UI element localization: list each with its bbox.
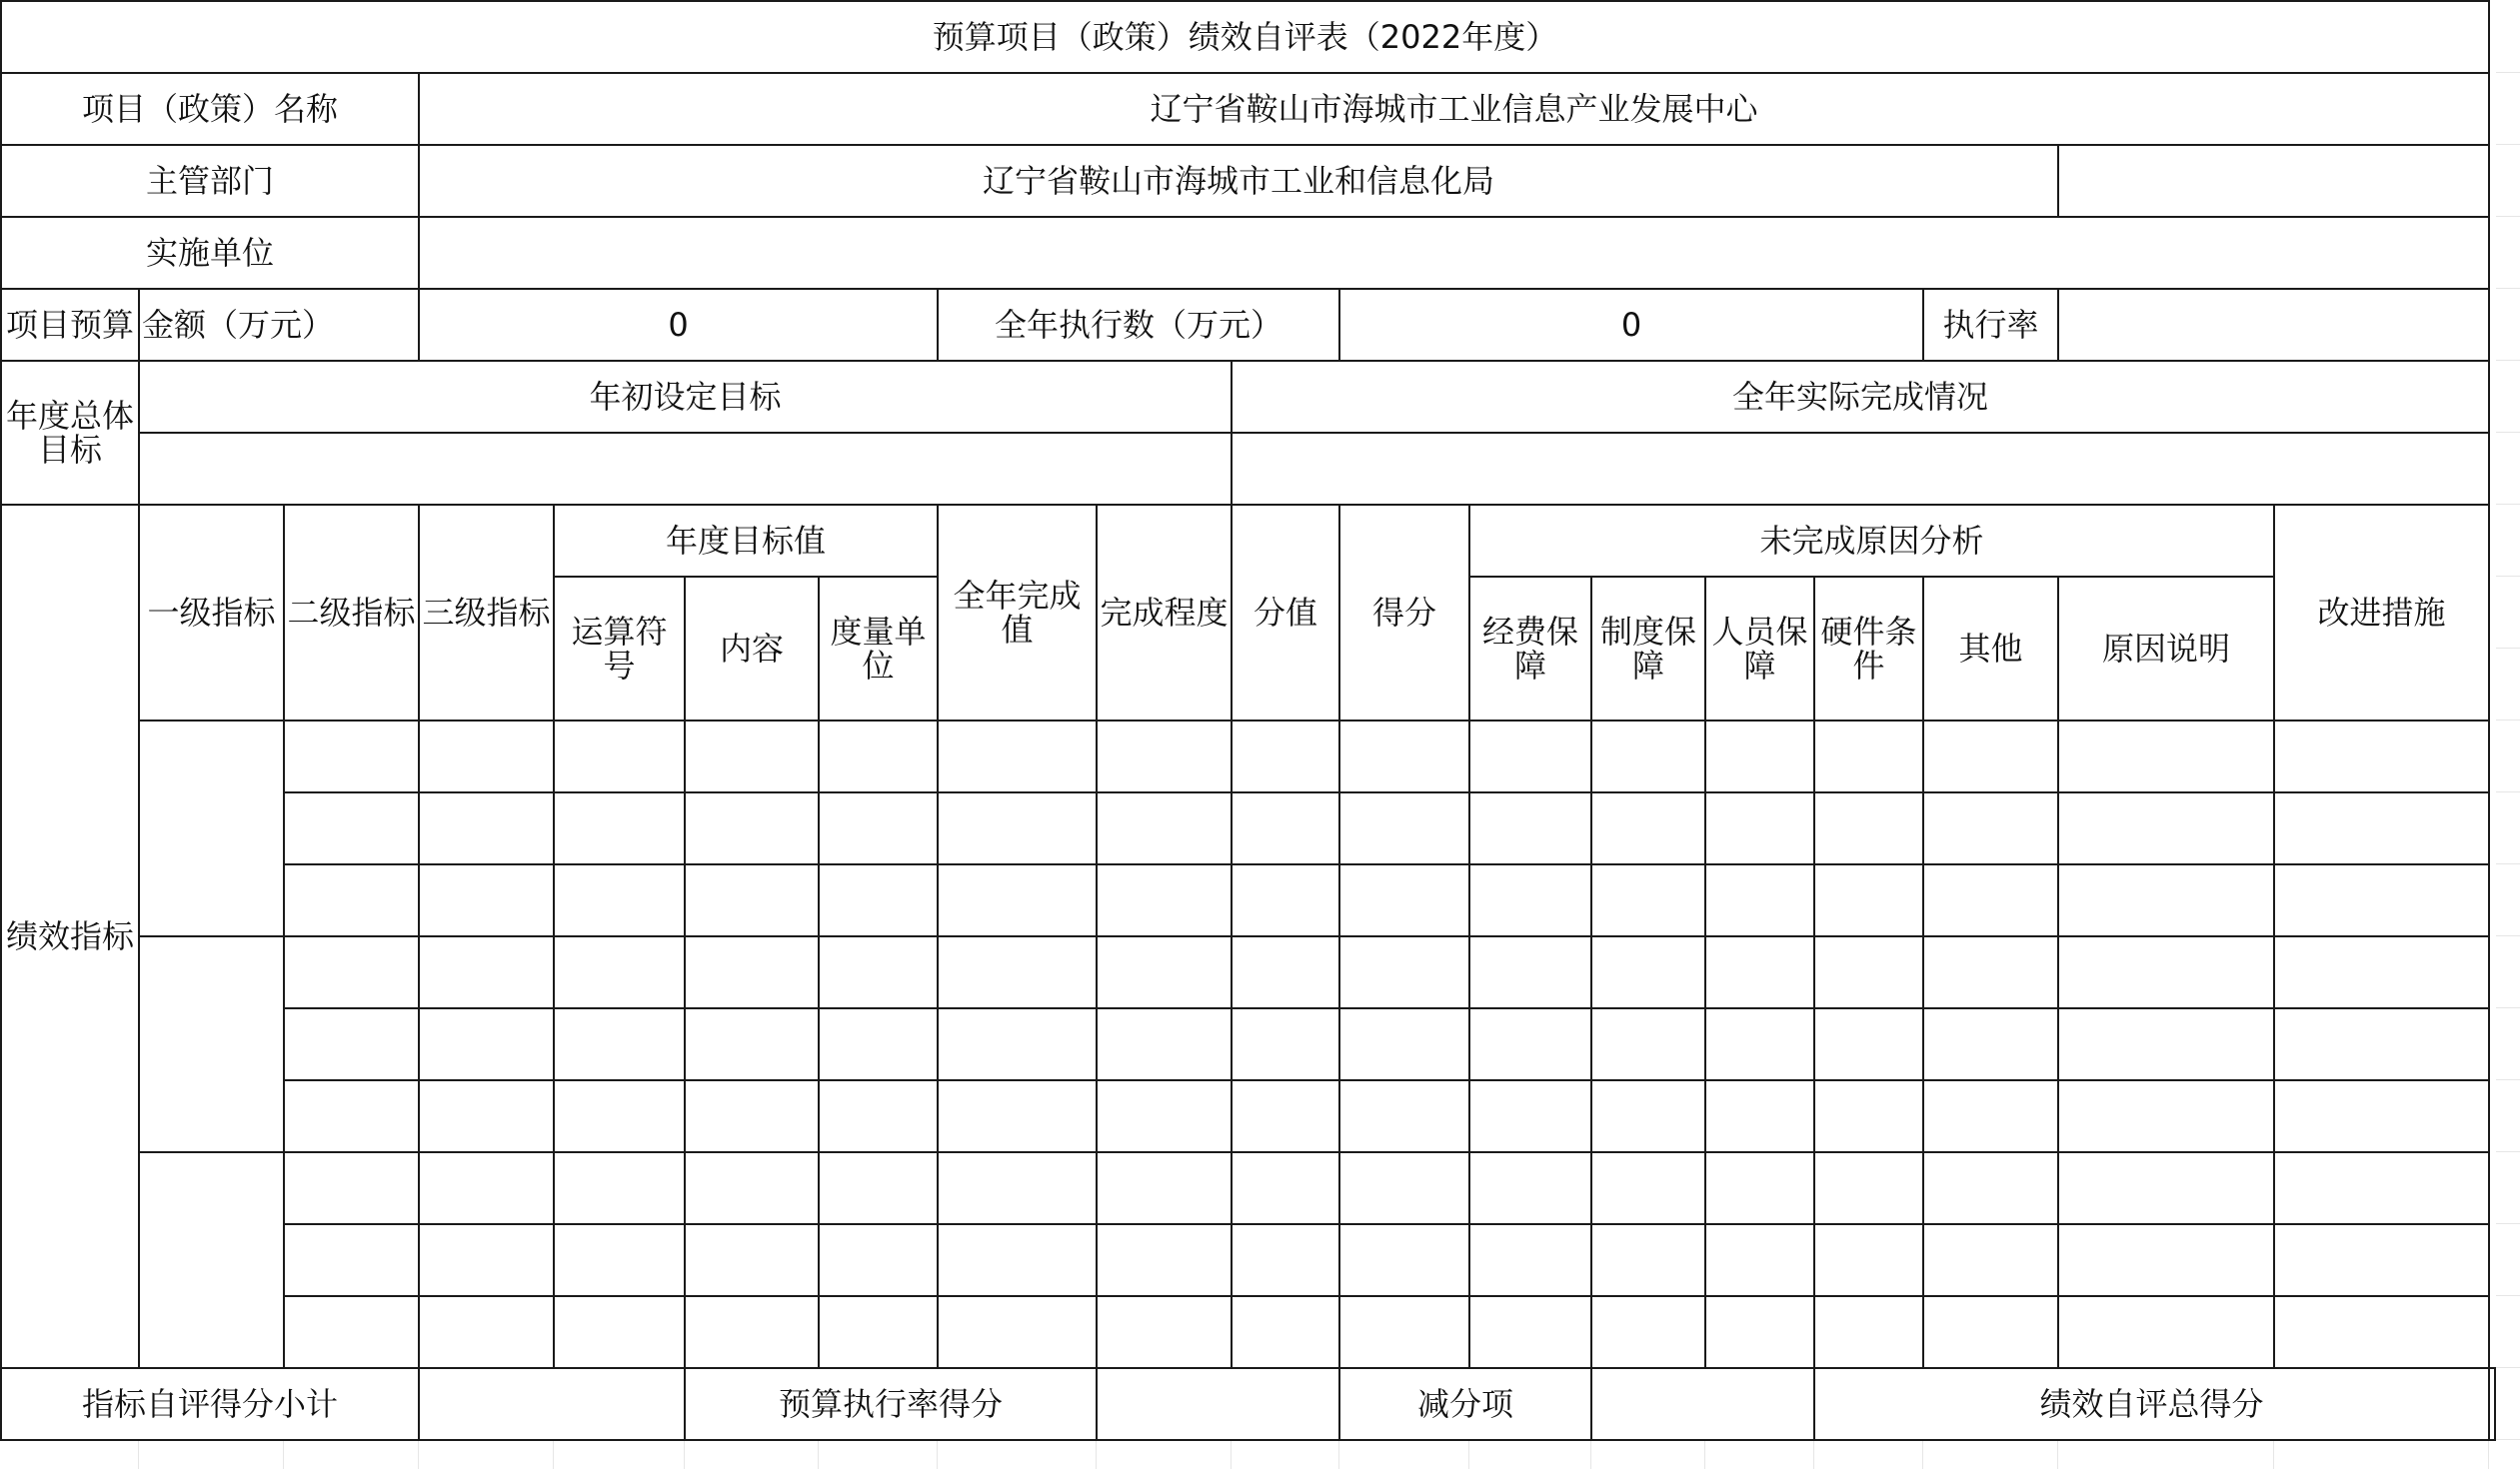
annual-execution-value[interactable]: 0 (1339, 289, 1923, 361)
gridline (2057, 1439, 2058, 1469)
gridline (418, 1439, 419, 1469)
header-annual-target: 年度目标值 (554, 505, 938, 577)
table-cell[interactable] (819, 1080, 938, 1152)
table-cell[interactable] (1705, 1008, 1814, 1080)
table-cell[interactable] (819, 1296, 938, 1368)
table-cell[interactable] (1097, 1080, 1232, 1152)
table-cell[interactable] (2274, 864, 2489, 936)
table-cell[interactable] (1097, 936, 1232, 1008)
table-cell[interactable] (554, 1080, 685, 1152)
header-score: 得分 (1339, 505, 1469, 721)
amount-value[interactable]: 0 (419, 289, 938, 361)
table-cell[interactable] (1339, 721, 1469, 792)
table-cell[interactable] (1923, 792, 2058, 864)
table-cell[interactable] (2274, 1008, 2489, 1080)
header-annual-completed: 全年完成值 (938, 505, 1097, 721)
table-cell[interactable] (554, 864, 685, 936)
table-cell[interactable] (1591, 936, 1705, 1008)
table-cell[interactable] (419, 1080, 554, 1152)
table-cell[interactable] (1591, 1296, 1705, 1368)
table-cell[interactable] (685, 1224, 819, 1296)
table-cell[interactable] (554, 721, 685, 792)
table-cell[interactable] (1591, 721, 1705, 792)
table-cell[interactable] (1591, 1224, 1705, 1296)
table-cell[interactable] (1814, 1008, 1923, 1080)
table-cell[interactable] (1923, 1224, 2058, 1296)
table-cell[interactable] (1705, 864, 1814, 936)
table-cell[interactable] (554, 1296, 685, 1368)
table-cell[interactable] (1705, 1080, 1814, 1152)
gridline (684, 1439, 685, 1469)
gridline (2273, 1439, 2274, 1469)
table-cell[interactable] (938, 792, 1097, 864)
label-initial-goal: 年初设定目标 (139, 361, 1232, 433)
table-cell[interactable] (1814, 1080, 1923, 1152)
table-cell[interactable] (284, 1008, 419, 1080)
label-execution-rate: 执行率 (1923, 289, 2058, 361)
header-hardware: 硬件条件 (1814, 577, 1923, 721)
table-row (1, 1080, 2495, 1152)
table-cell[interactable] (1814, 721, 1923, 792)
table-cell[interactable] (2274, 1152, 2489, 1224)
table-cell[interactable] (2058, 721, 2274, 792)
table-cell[interactable] (1339, 864, 1469, 936)
table-cell[interactable] (1469, 1296, 1591, 1368)
label-annual-execution: 全年执行数（万元） (938, 289, 1339, 361)
table-cell[interactable] (1814, 1296, 1923, 1368)
table-cell[interactable] (1591, 1008, 1705, 1080)
table-cell[interactable] (284, 1296, 419, 1368)
table-row (1, 1152, 2495, 1224)
table-cell[interactable] (2058, 1152, 2274, 1224)
table-cell[interactable] (2274, 792, 2489, 864)
table-cell[interactable] (1705, 792, 1814, 864)
table-cell[interactable] (819, 1224, 938, 1296)
table-cell[interactable] (1591, 1080, 1705, 1152)
table-cell[interactable] (1232, 1224, 1339, 1296)
department-extra-cell[interactable] (2058, 145, 2489, 217)
table-cell[interactable] (1469, 1224, 1591, 1296)
table-row (1, 1224, 2495, 1296)
table-cell[interactable] (1339, 1224, 1469, 1296)
table-cell[interactable] (1923, 721, 2058, 792)
table-cell[interactable] (419, 1224, 554, 1296)
header-level1: 一级指标 (139, 505, 284, 721)
label-project-budget: 项目预算 (1, 289, 139, 361)
table-cell[interactable] (685, 936, 819, 1008)
header-unit: 度量单位 (819, 577, 938, 721)
header-reason-desc: 原因说明 (2058, 577, 2274, 721)
table-cell[interactable] (819, 1008, 938, 1080)
table-cell[interactable] (1469, 1080, 1591, 1152)
table-cell[interactable] (2274, 1224, 2489, 1296)
table-cell[interactable] (1814, 864, 1923, 936)
table-cell[interactable] (284, 721, 419, 792)
table-cell[interactable] (1923, 936, 2058, 1008)
table-cell[interactable] (284, 1152, 419, 1224)
header-unfinished-analysis: 未完成原因分析 (1469, 505, 2274, 577)
header-content: 内容 (685, 577, 819, 721)
table-cell[interactable] (419, 721, 554, 792)
table-cell[interactable] (1705, 1296, 1814, 1368)
table-cell[interactable] (1469, 1152, 1591, 1224)
table-cell[interactable] (685, 1080, 819, 1152)
table-cell[interactable] (2058, 864, 2274, 936)
table-cell[interactable] (284, 936, 419, 1008)
label-amount: 金额（万元） (139, 289, 419, 361)
table-cell[interactable] (1232, 1008, 1339, 1080)
table-cell[interactable] (685, 1296, 819, 1368)
table-cell[interactable] (1923, 864, 2058, 936)
gridline (138, 1439, 139, 1469)
table-cell[interactable] (284, 1080, 419, 1152)
table-cell[interactable] (1814, 1224, 1923, 1296)
table-cell[interactable] (284, 792, 419, 864)
table-cell[interactable] (419, 936, 554, 1008)
table-cell[interactable] (938, 1008, 1097, 1080)
label-total-score: 绩效自评总得分 (1814, 1368, 2489, 1440)
gridline (1704, 1439, 1705, 1469)
table-cell[interactable] (284, 1224, 419, 1296)
header-score-value: 分值 (1232, 505, 1339, 721)
table-cell[interactable] (1097, 864, 1232, 936)
gridline (553, 1439, 554, 1469)
table-cell[interactable] (1232, 1296, 1339, 1368)
table-cell[interactable] (554, 792, 685, 864)
gridline (1096, 1439, 1097, 1469)
table-cell[interactable] (2058, 1224, 2274, 1296)
table-cell[interactable] (1591, 1152, 1705, 1224)
table-cell[interactable] (938, 936, 1097, 1008)
level1-cell[interactable] (139, 1152, 284, 1368)
table-cell[interactable] (1705, 1152, 1814, 1224)
execution-rate-value[interactable] (2058, 289, 2489, 361)
table-cell[interactable] (554, 1152, 685, 1224)
table-cell[interactable] (1232, 1152, 1339, 1224)
gridline (937, 1439, 938, 1469)
table-cell[interactable] (419, 792, 554, 864)
table-cell[interactable] (419, 1296, 554, 1368)
table-cell[interactable] (1097, 1008, 1232, 1080)
table-cell[interactable] (819, 721, 938, 792)
table-cell[interactable] (685, 721, 819, 792)
table-cell[interactable] (685, 792, 819, 864)
table-cell[interactable] (1097, 1152, 1232, 1224)
table-cell[interactable] (1469, 721, 1591, 792)
table-cell[interactable] (1097, 792, 1232, 864)
project-name-value[interactable]: 辽宁省鞍山市海城市工业信息产业发展中心 (419, 73, 2489, 145)
label-subtotal: 指标自评得分小计 (1, 1368, 419, 1440)
table-cell[interactable] (1232, 721, 1339, 792)
label-deduction: 减分项 (1339, 1368, 1591, 1440)
header-improvement: 改进措施 (2274, 505, 2489, 721)
table-cell[interactable] (1097, 721, 1232, 792)
table-cell[interactable] (419, 1008, 554, 1080)
table-cell[interactable] (1814, 936, 1923, 1008)
gridline (1590, 1439, 1591, 1469)
table-cell[interactable] (685, 1008, 819, 1080)
table-cell[interactable] (938, 1224, 1097, 1296)
label-project-name: 项目（政策）名称 (1, 73, 419, 145)
table-title: 预算项目（政策）绩效自评表（2022年度） (1, 1, 2489, 73)
table-cell[interactable] (2058, 792, 2274, 864)
table-cell[interactable] (2058, 936, 2274, 1008)
header-fund-guarantee: 经费保障 (1469, 577, 1591, 721)
label-exec-rate-score: 预算执行率得分 (685, 1368, 1097, 1440)
label-perf-indicators: 绩效指标 (1, 505, 139, 1368)
table-cell[interactable] (554, 936, 685, 1008)
header-operator: 运算符号 (554, 577, 685, 721)
table-cell[interactable] (1705, 1224, 1814, 1296)
table-cell[interactable] (1923, 1080, 2058, 1152)
header-other: 其他 (1923, 577, 2058, 721)
table-cell[interactable] (1232, 936, 1339, 1008)
table-cell[interactable] (1232, 864, 1339, 936)
department-value[interactable]: 辽宁省鞍山市海城市工业和信息化局 (419, 145, 2058, 217)
table-cell[interactable] (2058, 1080, 2274, 1152)
table-cell[interactable] (1469, 864, 1591, 936)
label-implementer: 实施单位 (1, 217, 419, 289)
table-cell[interactable] (1814, 1152, 1923, 1224)
table-cell[interactable] (1232, 792, 1339, 864)
gridline (1468, 1439, 1469, 1469)
implementer-value[interactable] (419, 217, 2489, 289)
table-cell[interactable] (419, 1152, 554, 1224)
gridline (818, 1439, 819, 1469)
table-cell[interactable] (1705, 936, 1814, 1008)
gridline (283, 1439, 284, 1469)
table-cell[interactable] (1232, 1080, 1339, 1152)
table-row (1, 1296, 2495, 1368)
table-cell[interactable] (938, 1296, 1097, 1368)
actual-completion-value[interactable] (1232, 433, 2489, 505)
table-cell[interactable] (1923, 1008, 2058, 1080)
table-cell[interactable] (2058, 1008, 2274, 1080)
table-cell[interactable] (1814, 792, 1923, 864)
gridline (1813, 1439, 1814, 1469)
header-completion-degree: 完成程度 (1097, 505, 1232, 721)
table-cell[interactable] (1339, 1152, 1469, 1224)
table-cell[interactable] (685, 1152, 819, 1224)
table-cell[interactable] (819, 792, 938, 864)
table-cell[interactable] (554, 1008, 685, 1080)
gridline (1338, 1439, 1339, 1469)
deduction-value[interactable] (1591, 1368, 1814, 1440)
table-cell[interactable] (2274, 1296, 2489, 1368)
table-cell[interactable] (1923, 1152, 2058, 1224)
table-cell[interactable] (2274, 1080, 2489, 1152)
table-cell[interactable] (1339, 1296, 1469, 1368)
table-row (1, 721, 2495, 792)
table-cell[interactable] (1469, 936, 1591, 1008)
table-row (1, 864, 2495, 936)
table-cell[interactable] (2274, 936, 2489, 1008)
table-cell[interactable] (1339, 792, 1469, 864)
label-department: 主管部门 (1, 145, 419, 217)
subtotal-value[interactable] (419, 1368, 685, 1440)
table-row (1, 1008, 2495, 1080)
header-level3: 三级指标 (419, 505, 554, 721)
table-cell[interactable] (1339, 1080, 1469, 1152)
exec-rate-score-value[interactable] (1097, 1368, 1339, 1440)
table-cell[interactable] (938, 1080, 1097, 1152)
table-cell[interactable] (938, 864, 1097, 936)
table-cell[interactable] (938, 1152, 1097, 1224)
table-cell[interactable] (2058, 1296, 2274, 1368)
table-cell[interactable] (938, 721, 1097, 792)
table-cell[interactable] (1097, 1224, 1232, 1296)
gridline (1922, 1439, 1923, 1469)
level1-cell[interactable] (139, 721, 284, 936)
table-cell[interactable] (1339, 936, 1469, 1008)
header-personnel-guarantee: 人员保障 (1705, 577, 1814, 721)
table-cell[interactable] (1469, 1008, 1591, 1080)
table-cell[interactable] (1591, 864, 1705, 936)
initial-goal-value[interactable] (139, 433, 1232, 505)
table-cell[interactable] (685, 864, 819, 936)
label-actual-completion: 全年实际完成情况 (1232, 361, 2489, 433)
header-system-guarantee: 制度保障 (1591, 577, 1705, 721)
table-cell[interactable] (1923, 1296, 2058, 1368)
table-cell[interactable] (554, 1224, 685, 1296)
table-cell[interactable] (819, 864, 938, 936)
table-cell[interactable] (819, 1152, 938, 1224)
table-cell[interactable] (284, 864, 419, 936)
gridline (1231, 1439, 1232, 1469)
table-cell[interactable] (1591, 792, 1705, 864)
header-level2: 二级指标 (284, 505, 419, 721)
table-row (1, 936, 2495, 1008)
table-cell[interactable] (2274, 721, 2489, 792)
table-cell[interactable] (419, 864, 554, 936)
table-cell[interactable] (1705, 721, 1814, 792)
label-annual-goal: 年度总体目标 (1, 361, 139, 505)
table-row (1, 792, 2495, 864)
table-cell[interactable] (1469, 792, 1591, 864)
table-cell[interactable] (1097, 1296, 1232, 1368)
total-score-value[interactable] (2489, 1368, 2495, 1440)
level1-cell[interactable] (139, 936, 284, 1152)
table-cell[interactable] (1339, 1008, 1469, 1080)
table-cell[interactable] (819, 936, 938, 1008)
